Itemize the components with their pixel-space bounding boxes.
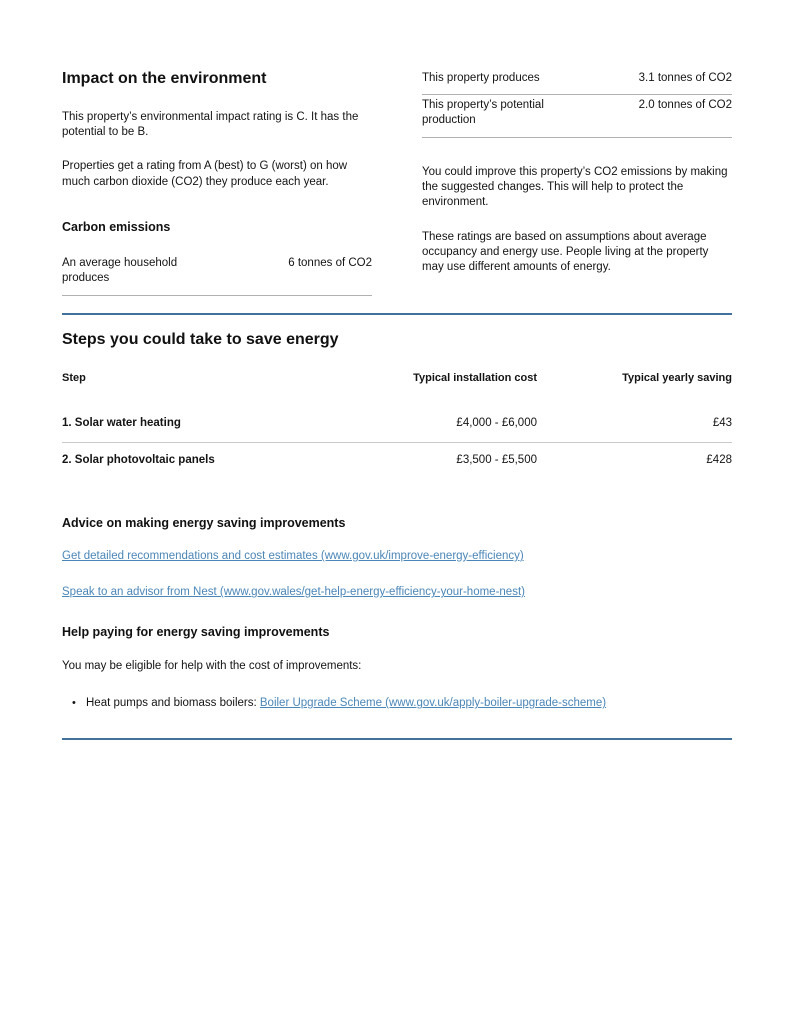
bullet-prefix: Heat pumps and biomass boilers:: [86, 697, 260, 710]
row-value: 2.0 tonnes of CO2: [638, 99, 732, 112]
property-co2-table: [422, 68, 732, 138]
environment-right-column: [422, 68, 732, 296]
step-saving: £428: [706, 454, 732, 467]
section-divider: [62, 313, 732, 315]
steps-table-header: [62, 371, 732, 407]
ratings-assumptions-text: These ratings are based on assumptions about average occupancy and energy use. People living at the property may use different amounts of energy.: [422, 231, 709, 274]
help-intro-text: You may be eligible for help with the cost of improvements:: [62, 659, 362, 672]
table-row: [62, 406, 732, 443]
nest-advisor-link[interactable]: Speak to an advisor from Nest (www.gov.wales/get-help-energy-efficiency-your-home-nest): [62, 586, 525, 599]
column-header-saving: Typical yearly saving: [622, 371, 732, 384]
row-label: This property’s potential production: [422, 99, 544, 127]
table-row: [422, 95, 732, 137]
step-saving: £43: [712, 417, 732, 430]
help-paying-heading: Help paying for energy saving improvements: [62, 625, 330, 640]
carbon-emissions-heading: Carbon emissions: [62, 219, 171, 234]
table-row: [62, 443, 732, 479]
steps-heading: Steps you could take to save energy: [62, 330, 339, 348]
step-cost: £4,000 - £6,000: [456, 417, 537, 430]
row-value: 6 tonnes of CO2: [288, 257, 372, 270]
table-row: [62, 253, 372, 295]
environment-heading: Impact on the environment: [62, 70, 267, 87]
advice-heading: Advice on making energy saving improvements: [62, 515, 346, 530]
row-label: This property produces: [422, 72, 540, 84]
improve-emissions-text: You could improve this property’s CO2 emissions by making the suggested changes. This will help to protect the environment.: [422, 165, 728, 208]
column-header-step: Step: [62, 371, 86, 384]
environment-section: [62, 68, 732, 296]
column-header-cost: Typical installation cost: [413, 371, 537, 384]
environment-rating-text: This property’s environmental impact rating is C. It has the potential to be B.: [62, 111, 359, 139]
bottom-divider: [62, 738, 732, 740]
step-cost: £3,500 - £5,500: [456, 454, 537, 467]
recommendations-link[interactable]: Get detailed recommendations and cost estimates (www.gov.uk/improve-energy-efficiency): [62, 550, 524, 563]
bullet-text: [86, 696, 606, 711]
boiler-upgrade-scheme-link[interactable]: Boiler Upgrade Scheme (www.gov.uk/apply-boiler-upgrade-scheme): [259, 697, 607, 710]
step-name: 1. Solar water heating: [62, 417, 181, 430]
environment-rating-scale-text: Properties get a rating from A (best) to G (worst) on how much carbon dioxide (CO2) they produce each year.: [62, 160, 348, 188]
row-value: 3.1 tonnes of CO2: [638, 72, 732, 84]
row-label: An average household produces: [62, 257, 178, 285]
bullet-icon: •: [72, 697, 76, 710]
help-bullet-item: [72, 696, 732, 738]
average-household-table: [62, 253, 372, 295]
table-row: [422, 68, 732, 95]
environment-left-column: [62, 68, 372, 296]
steps-table: [62, 371, 732, 480]
step-name: 2. Solar photovoltaic panels: [62, 454, 215, 467]
